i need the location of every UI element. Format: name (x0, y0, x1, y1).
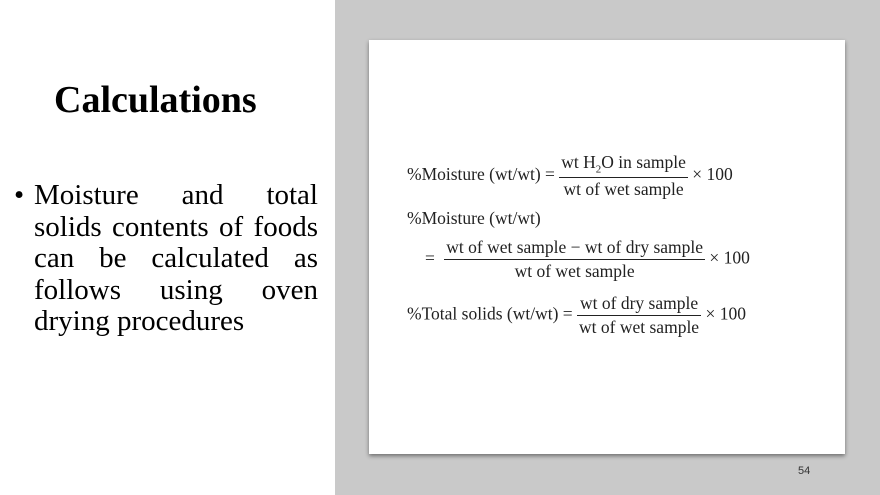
slide-title: Calculations (54, 79, 257, 121)
moisture-lhs: %Moisture (wt/wt) = (407, 163, 555, 184)
moisture-equation-label: %Moisture (wt/wt) (407, 208, 541, 228)
total-solids-lhs: %Total solids (wt/wt) = (407, 303, 573, 324)
fraction-denominator: wt of wet sample (579, 317, 700, 337)
fraction-denominator: wt of wet sample (563, 178, 684, 199)
moisture-long-fraction (444, 237, 705, 282)
equals-sign: = (425, 247, 435, 268)
fraction-numerator: wt of wet sample − wt of dry sample (444, 237, 705, 260)
bullet-paragraph (14, 180, 318, 338)
multiplier: × 100 (709, 247, 750, 268)
total-solids-fraction (577, 293, 701, 338)
fraction-denominator: wt of wet sample (514, 261, 635, 281)
fraction-numerator: wt $H_2O$ in sample (561, 152, 686, 176)
bullet-marker: • (14, 179, 25, 211)
page-number: 54 (798, 465, 811, 477)
multiplier: × 100 (705, 303, 746, 324)
bullet-line: Moisture and total (34, 179, 318, 211)
moisture-equation (407, 152, 733, 200)
bullet-line: can be calculated as (34, 242, 318, 274)
bullet-line: solids contents of foods (34, 210, 318, 243)
total-solids-equation (407, 293, 746, 338)
bullet-line: follows using oven (34, 273, 318, 306)
bullet-line: drying procedures (34, 305, 245, 337)
multiplier: × 100 (692, 163, 733, 184)
moisture-fraction (559, 152, 688, 200)
fraction-numerator: wt of dry sample (577, 293, 701, 316)
moisture-equation-long (425, 237, 750, 282)
